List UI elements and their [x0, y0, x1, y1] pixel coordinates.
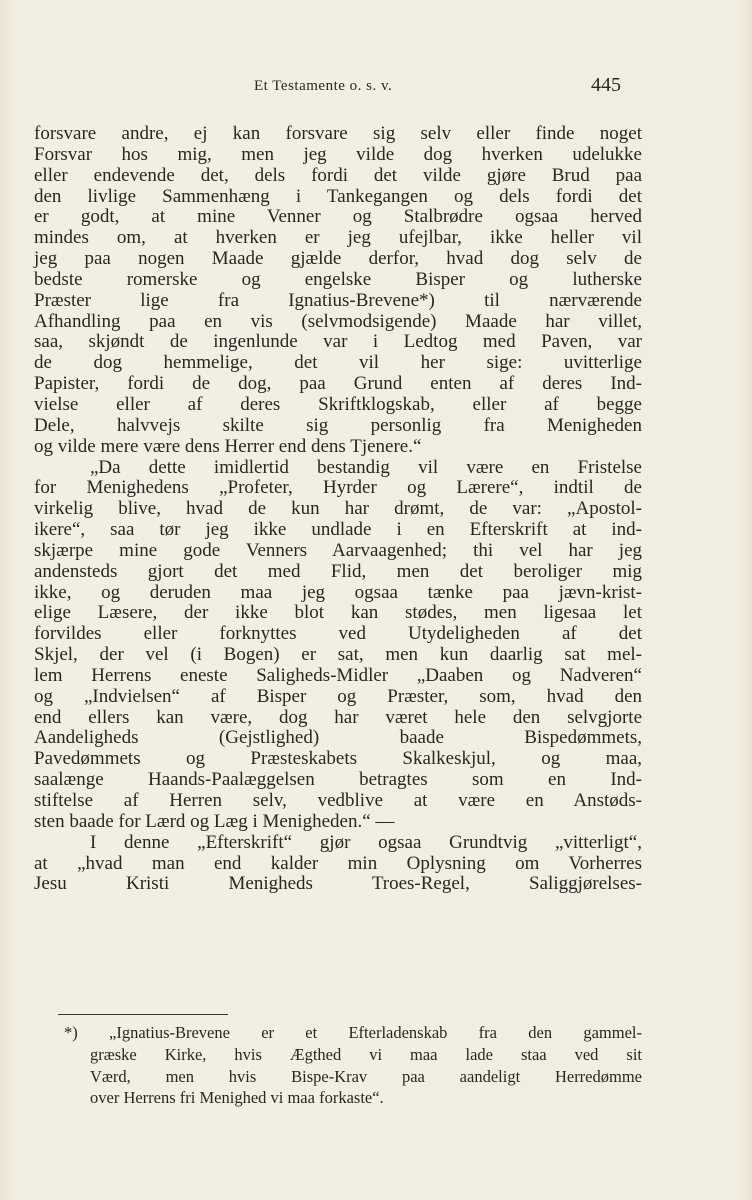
text-line: skjærpe mine gode Venners Aarvaagenhed; thi vel har jeg — [34, 539, 642, 561]
text-line: den livlige Sammenhæng i Tankegangen og dels fordi det — [34, 185, 642, 207]
text-line: Jesu Kristi Menigheds Troes-Regel, Saliggjørelses- — [34, 873, 642, 895]
footnote-line: *) „Ignatius-Brevene er et Efterladenskab fra den gammel- — [64, 1023, 642, 1042]
footnote-divider — [58, 1014, 228, 1015]
text-line: andensteds gjort det med Flid, men det beroliger mig — [34, 560, 642, 582]
text-line: og „Indvielsen“ af Bisper og Præster, som, hvad den — [34, 685, 642, 707]
text-line: at „hvad man end kalder min Oplysning om Vorherres — [34, 852, 642, 874]
text-line: for Menighedens „Profeter, Hyrder og Lærere“, indtil de — [34, 477, 642, 499]
text-line: Afhandling paa en vis (selvmodsigende) Maade har villet, — [34, 310, 642, 332]
text-line: stiftelse af Herren selv, vedblive at være en Anstøds- — [34, 790, 642, 811]
text-line: forvildes eller forknyttes ved Utydeligheden af det — [34, 623, 642, 645]
text-line: I denne „Efterskrift“ gjør ogsaa Grundtvig „vitterligt“, — [90, 831, 642, 853]
footnote-line: græske Kirke, hvis Ægthed vi maa lade staa ved sit — [90, 1044, 642, 1064]
footnote — [64, 1022, 642, 1109]
text-line: forsvare andre, ej kan forsvare sig selv eller finde noget — [34, 123, 642, 144]
text-line: Dele, halvvejs skilte sig personlig fra Menigheden — [34, 414, 642, 436]
text-line: lem Herrens eneste Saligheds-Midler „Daaben og Nadveren“ — [34, 664, 642, 686]
text-line: vielse eller af deres Skriftklogskab, eller af begge — [34, 393, 642, 415]
text-line: virkelig blive, hvad de kun har drømt, de var: „Apostol- — [34, 498, 642, 520]
text-line: bedste romerske og engelske Bisper og lutherske — [34, 268, 642, 290]
text-line: de dog hemmelige, det vil her sige: uvitterlige — [34, 352, 642, 374]
running-title: Et Testamente o. s. v. — [254, 78, 393, 94]
text-line: elige Læsere, der ikke blot kan stødes, men ligesaa let — [34, 602, 642, 624]
text-line: sten baade for Lærd og Læg i Menigheden.“ — — [34, 810, 395, 832]
text-line: Forsvar hos mig, men jeg vilde dog hverken udelukke — [34, 143, 642, 165]
page-header — [0, 74, 752, 100]
text-line: saalænge Haands-Paalæggelsen betragtes som en Ind- — [34, 769, 642, 791]
footnote-line: Værd, men hvis Bispe-Krav paa aandeligt Herredømme — [90, 1066, 642, 1086]
text-line: jeg paa nogen Maade gjælde derfor, hvad dog selv de — [34, 248, 642, 270]
text-line: ikere“, saa tør jeg ikke undlade i en Efterskrift at ind- — [34, 519, 642, 541]
text-line: og vilde mere være dens Herrer end dens Tjenere.“ — [34, 435, 422, 457]
body-text — [34, 124, 642, 895]
text-line: Præster lige fra Ignatius-Brevene*) til nærværende — [34, 289, 642, 311]
text-line: „Da dette imidlertid bestandig vil være en Fristelse — [90, 456, 642, 478]
text-line: Pavedømmets og Præsteskabets Skalkeskjul, og maa, — [34, 748, 642, 770]
text-line: mindes om, at hverken er jeg ufejlbar, ikke heller vil — [34, 227, 642, 249]
text-line: saa, skjøndt de ingenlunde var i Ledtog med Paven, var — [34, 331, 642, 353]
text-line: Aandeligheds (Gejstlighed) baade Bispedømmets, — [34, 727, 642, 749]
text-line: end ellers kan være, dog har været hele den selvgjorte — [34, 706, 642, 728]
text-line: ikke, og deruden maa jeg ogsaa tænke paa jævn-krist- — [34, 581, 642, 603]
text-line: er godt, at mine Venner og Stalbrødre ogsaa herved — [34, 206, 642, 228]
footnote-line: over Herrens fri Menighed vi maa forkaste“. — [90, 1088, 384, 1108]
text-line: Papister, fordi de dog, paa Grund enten af deres Ind- — [34, 373, 642, 395]
text-line: Skjel, der vel (i Bogen) er sat, men kun daarlig sat mel- — [34, 644, 642, 666]
text-line: eller endevende det, dels fordi det vilde gjøre Brud paa — [34, 164, 642, 186]
page-number: 445 — [591, 74, 621, 96]
